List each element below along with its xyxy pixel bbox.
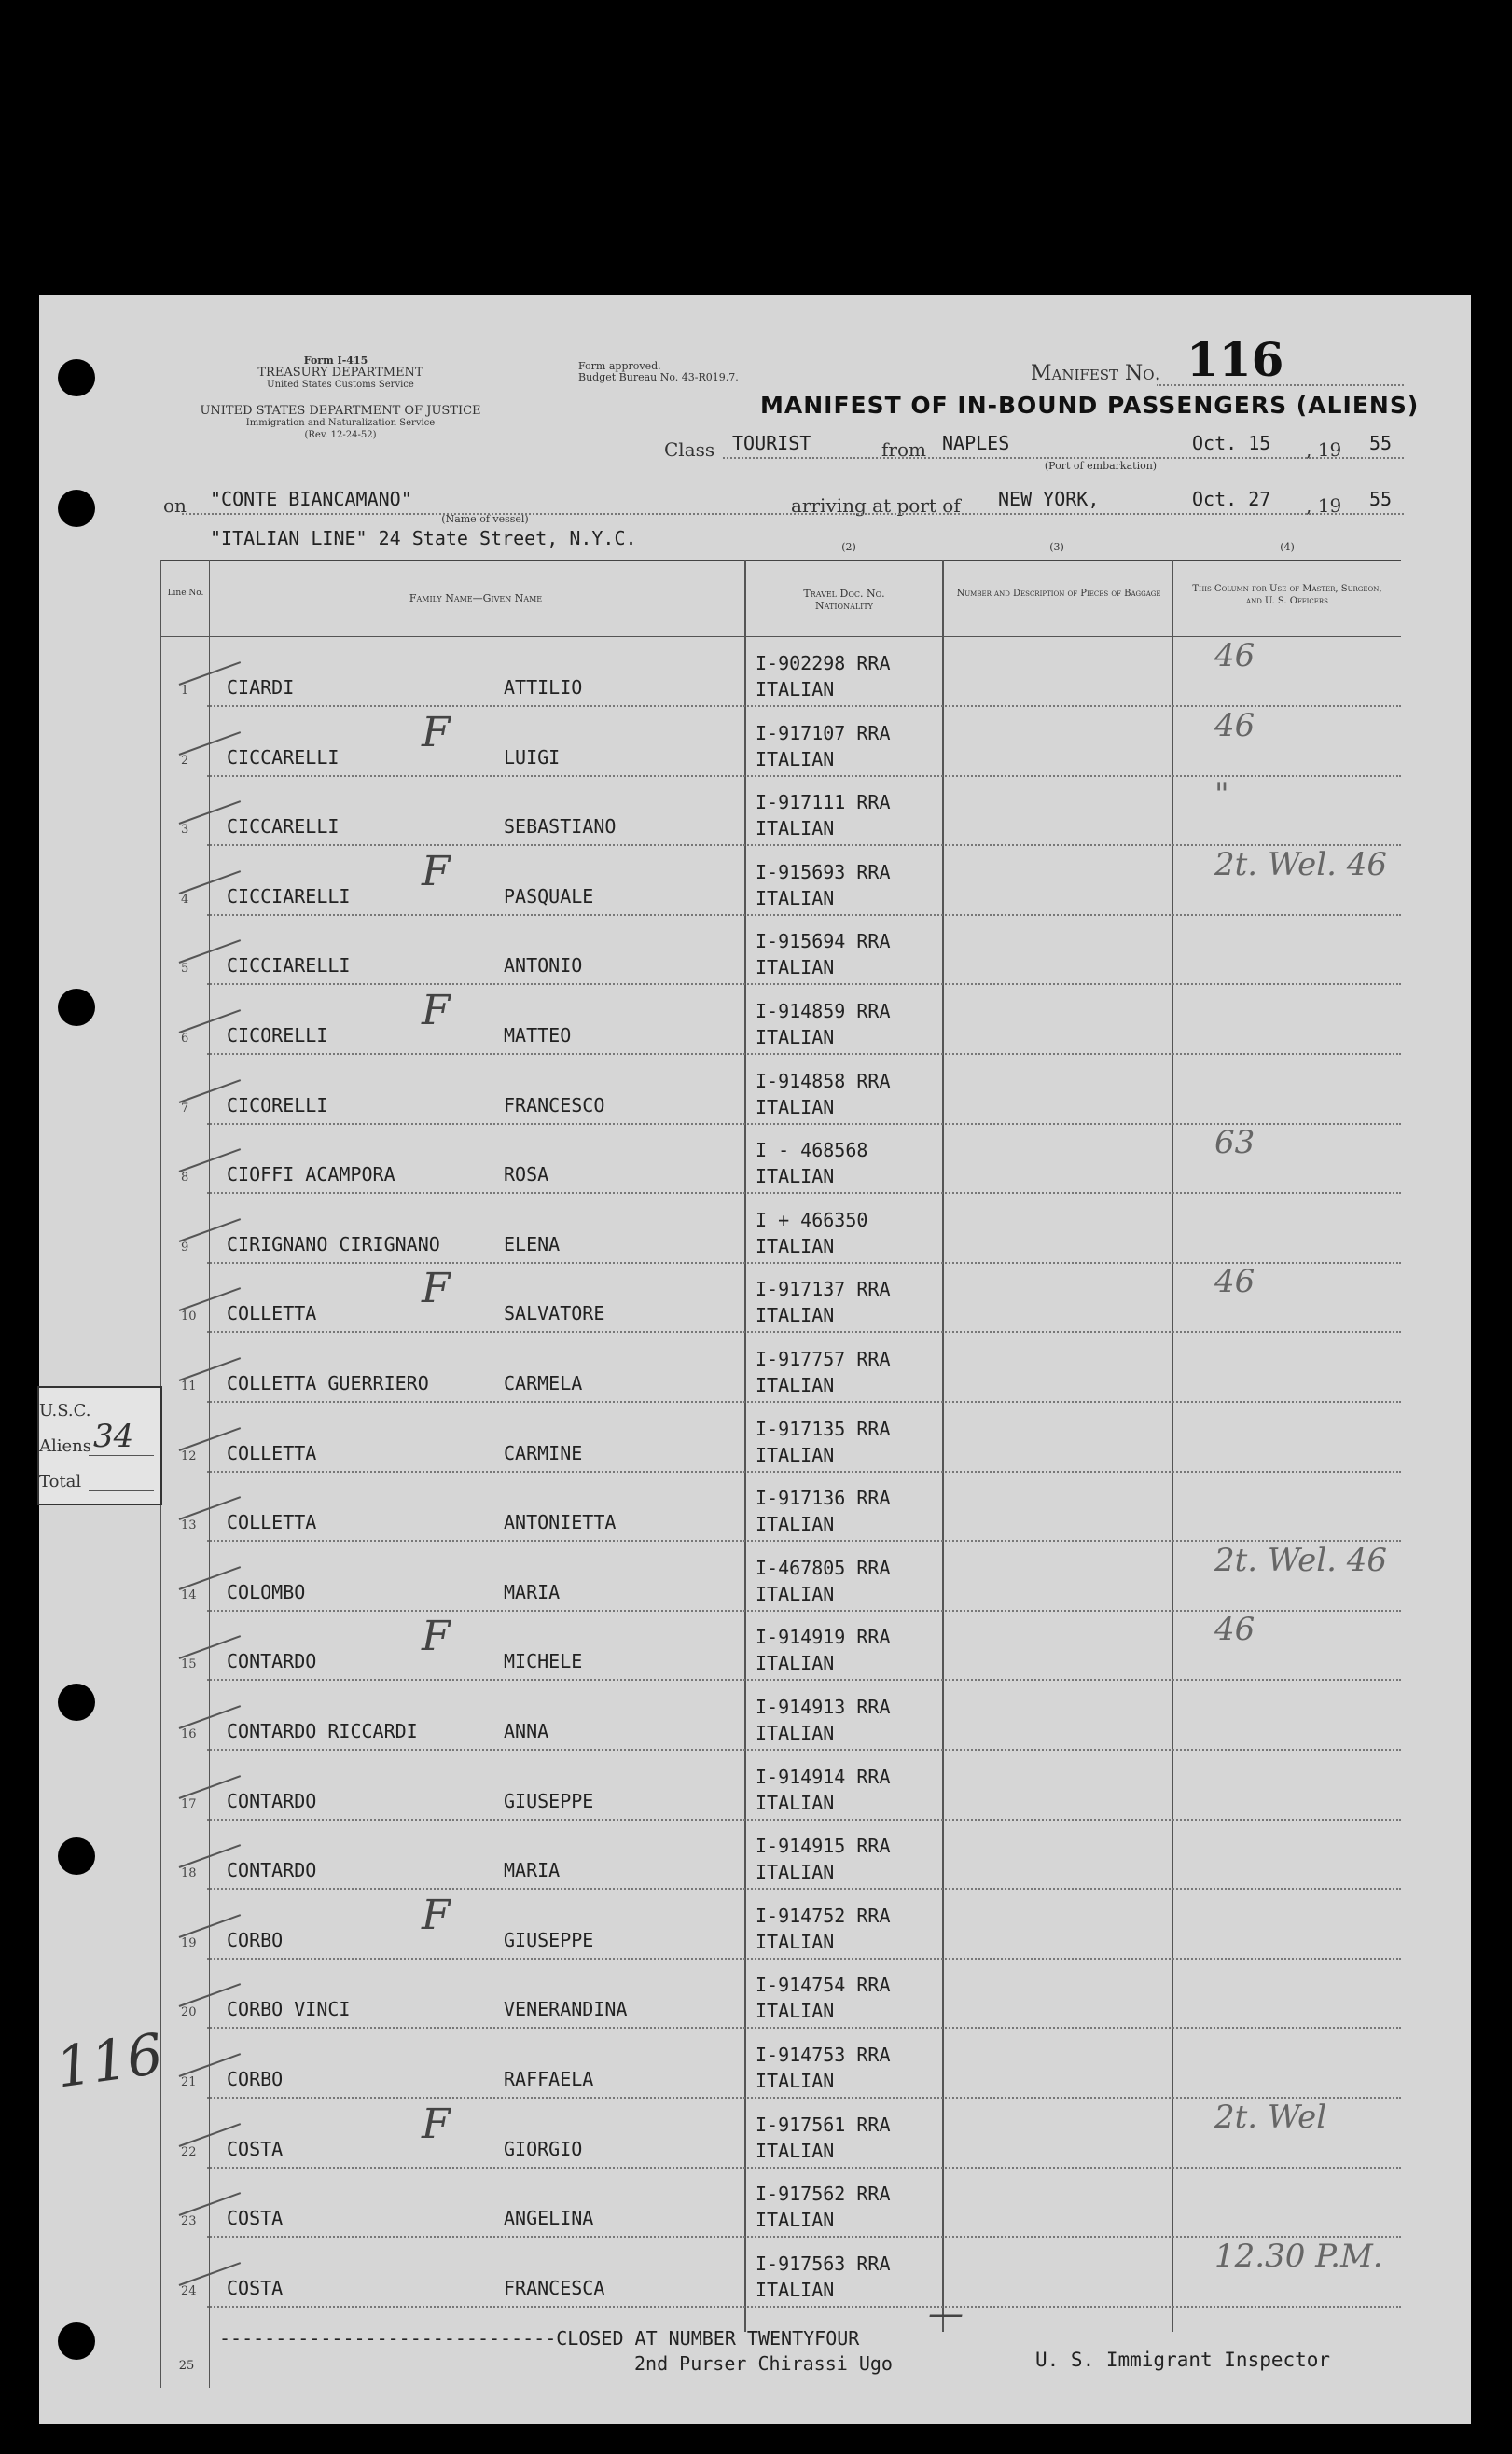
family-name: COLLETTA <box>227 1302 317 1325</box>
nationality: ITALIAN <box>756 1722 835 1744</box>
table-row <box>160 915 1401 984</box>
nationality: ITALIAN <box>756 1165 835 1188</box>
vessel-name: "CONTE BIANCAMANO" <box>210 488 412 510</box>
family-name: CICCARELLI <box>227 745 340 769</box>
manifest-label: Manifest No. <box>1031 362 1161 385</box>
departure-date: Oct. 15 <box>1192 432 1271 454</box>
line-number: 21 <box>181 2075 197 2089</box>
doc-number: I-915693 RRA <box>756 860 891 883</box>
given-name: FRANCESCO <box>504 1093 605 1116</box>
line-number: 12 <box>181 1449 197 1463</box>
doc-number: I-917757 RRA <box>756 1348 891 1370</box>
family-name: COLLETTA <box>227 1511 317 1534</box>
table-row <box>160 2099 1401 2168</box>
doc-number: I-914914 RRA <box>756 1765 891 1788</box>
inspector-signature: — <box>928 2293 964 2334</box>
line-number: 14 <box>181 1587 197 1602</box>
line-number: 9 <box>181 1240 189 1255</box>
nationality: ITALIAN <box>756 678 835 700</box>
family-name: CIARDI <box>227 676 295 699</box>
travel-doc <box>756 1207 867 1259</box>
travel-doc <box>756 650 891 702</box>
tally-aliens-count: 34 <box>93 1418 134 1455</box>
officer-mark: 46 <box>1214 1611 1255 1649</box>
table-row <box>160 1820 1401 1889</box>
nationality: ITALIAN <box>756 1861 835 1884</box>
ins-service: Immigration and Naturalization Service <box>245 418 436 428</box>
family-name: CICCIARELLI <box>227 954 351 977</box>
flag-mark: F <box>422 2100 451 2148</box>
flag-mark: F <box>422 1265 451 1313</box>
closed-text: ------------------------------CLOSED AT NUMBER TWENTYFOUR <box>219 2327 860 2350</box>
travel-doc <box>756 1694 891 1746</box>
given-name: RAFFAELA <box>504 2068 594 2090</box>
travel-doc <box>756 2181 891 2233</box>
nationality: ITALIAN <box>756 1513 835 1536</box>
line-number: 6 <box>181 1032 189 1046</box>
line-number: 4 <box>181 892 189 907</box>
punch-hole <box>58 359 95 396</box>
officer-mark: " <box>1214 776 1229 814</box>
doc-number: I-915694 RRA <box>756 930 891 953</box>
nationality: ITALIAN <box>756 1652 835 1675</box>
punch-hole <box>58 2322 95 2360</box>
family-name: CICCIARELLI <box>227 884 351 908</box>
margin-note: 116 <box>51 2021 167 2101</box>
family-name: CICORELLI <box>227 1024 328 1047</box>
table-row <box>160 1055 1401 1124</box>
from-value: NAPLES <box>942 432 1010 454</box>
doc-number: I-914754 RRA <box>756 1974 891 1997</box>
doc-number: I-917137 RRA <box>756 1278 891 1301</box>
given-name: ATTILIO <box>504 676 583 699</box>
embark-label: (Port of embarkation) <box>1044 460 1158 472</box>
travel-doc <box>756 1416 891 1468</box>
officer-mark: 46 <box>1214 1263 1255 1301</box>
officer-mark: 2t. Wel. 46 <box>1214 845 1387 883</box>
given-name: FRANCESCA <box>504 2276 605 2299</box>
given-name: ELENA <box>504 1232 561 1255</box>
officer-mark: 2t. Wel <box>1214 2098 1327 2136</box>
travel-doc <box>756 1346 891 1398</box>
line-number: 11 <box>181 1380 197 1393</box>
arrival-date: Oct. 27 <box>1192 488 1271 510</box>
travel-doc <box>756 720 891 772</box>
family-name: CONTARDO <box>227 1859 317 1882</box>
travel-doc <box>756 859 891 911</box>
travel-doc <box>756 2112 891 2164</box>
travel-doc <box>756 1903 891 1955</box>
manifest-title: MANIFEST OF IN-BOUND PASSENGERS (ALIENS) <box>760 392 1420 419</box>
nationality: ITALIAN <box>756 817 835 840</box>
table-row <box>160 1611 1401 1680</box>
arrival-year: 55 <box>1369 488 1393 510</box>
doc-number: I-917563 RRA <box>756 2252 891 2275</box>
table-row <box>160 707 1401 776</box>
family-name: COSTA <box>227 2276 284 2299</box>
line-address: "ITALIAN LINE" 24 State Street, N.Y.C. <box>210 527 637 549</box>
given-name: GIORGIO <box>504 2137 583 2160</box>
doc-number: I-917111 RRA <box>756 791 891 814</box>
punch-hole <box>58 490 95 527</box>
given-name: MATTEO <box>504 1024 572 1047</box>
nationality: ITALIAN <box>756 1791 835 1814</box>
family-name: COLOMBO <box>227 1580 306 1603</box>
line-number: 2 <box>181 753 189 768</box>
flag-mark: F <box>422 987 451 1034</box>
doc-number: I-914913 RRA <box>756 1696 891 1718</box>
given-name: ROSA <box>504 1163 549 1186</box>
table-row <box>160 1403 1401 1472</box>
table-row <box>160 1472 1401 1541</box>
table-row <box>160 1542 1401 1611</box>
flag-mark: F <box>422 1613 451 1661</box>
table-row <box>160 1124 1401 1193</box>
doc-number: I-917562 RRA <box>756 2183 891 2206</box>
officer-mark: 46 <box>1214 706 1255 744</box>
nationality: ITALIAN <box>756 2070 835 2092</box>
line-number: 24 <box>181 2283 197 2298</box>
treasury-dept: TREASURY DEPARTMENT <box>257 366 423 380</box>
table-row <box>160 985 1401 1054</box>
family-name: CONTARDO <box>227 1789 317 1812</box>
travel-doc <box>756 1972 891 2024</box>
family-name: COSTA <box>227 2137 284 2160</box>
arrival-port: NEW YORK, <box>998 488 1100 510</box>
doc-number: I-914919 RRA <box>756 1626 891 1649</box>
doc-number: I-467805 RRA <box>756 1556 891 1579</box>
closed-statement: CLOSED AT NUMBER TWENTYFOUR <box>556 2327 860 2350</box>
travel-doc <box>756 2042 891 2094</box>
officer-mark: 2t. Wel. 46 <box>1214 1541 1387 1579</box>
given-name: CARMINE <box>504 1441 583 1464</box>
nationality: ITALIAN <box>756 1930 835 1953</box>
line-number: 20 <box>181 2005 197 2020</box>
doc-number: I + 466350 <box>756 1208 868 1231</box>
punch-hole <box>58 1837 95 1875</box>
family-name: CICORELLI <box>227 1093 328 1116</box>
family-name: CORBO <box>227 2068 284 2090</box>
table-row <box>160 1890 1401 1959</box>
family-name: CORBO VINCI <box>227 1998 351 2021</box>
nationality: ITALIAN <box>756 2000 835 2023</box>
family-name: CORBO <box>227 1928 284 1951</box>
family-name: CONTARDO RICCARDI <box>227 1720 418 1742</box>
doc-number: I-914858 RRA <box>756 1069 891 1092</box>
nationality: ITALIAN <box>756 956 835 979</box>
manifest-number: 116 <box>1186 332 1284 387</box>
class-label: Class <box>664 438 715 461</box>
line-number: 1 <box>181 684 189 698</box>
doc-number: I-917561 RRA <box>756 2113 891 2136</box>
table-row <box>160 1681 1401 1750</box>
inspector-label: U. S. Immigrant Inspector <box>1035 2349 1331 2371</box>
travel-doc <box>756 1764 891 1816</box>
nationality: ITALIAN <box>756 886 835 909</box>
nationality: ITALIAN <box>756 2139 835 2162</box>
nationality: ITALIAN <box>756 2209 835 2232</box>
tally-total: Total <box>39 1472 82 1491</box>
travel-doc <box>756 1137 867 1189</box>
travel-doc <box>756 1485 891 1537</box>
arrival-year-prefix: , 19 <box>1306 494 1342 517</box>
punch-hole <box>58 989 95 1026</box>
budget-bureau: Budget Bureau No. 43-R019.7. <box>578 371 739 383</box>
line-number: 10 <box>181 1310 197 1324</box>
doc-number: I-914859 RRA <box>756 1000 891 1022</box>
officer-mark: 46 <box>1214 637 1255 674</box>
header-line-no: Line No. <box>167 589 204 598</box>
family-name: COLLETTA <box>227 1441 317 1464</box>
line-number: 18 <box>181 1866 197 1881</box>
given-name: MARIA <box>504 1580 561 1603</box>
nationality: ITALIAN <box>756 1234 835 1257</box>
table-row <box>160 1959 1401 2028</box>
nationality: ITALIAN <box>756 1095 835 1118</box>
arriving-label: arriving at port of <box>791 494 961 517</box>
table-row <box>160 776 1401 845</box>
table-row <box>160 1333 1401 1402</box>
given-name: ANGELINA <box>504 2207 594 2230</box>
officer-mark: 12.30 P.M. <box>1214 2237 1383 2275</box>
nationality: ITALIAN <box>756 2278 835 2301</box>
family-name: COLLETTA GUERRIERO <box>227 1372 429 1394</box>
on-label: on <box>163 494 187 517</box>
nationality: ITALIAN <box>756 1582 835 1605</box>
travel-doc <box>756 928 891 980</box>
line-number: 23 <box>181 2214 197 2229</box>
vessel-label: (Name of vessel) <box>441 513 529 525</box>
nationality: ITALIAN <box>756 1304 835 1327</box>
doc-number: I-914915 RRA <box>756 1835 891 1858</box>
given-name: CARMELA <box>504 1372 583 1394</box>
departure-year-prefix: , 19 <box>1306 438 1342 461</box>
line-number: 3 <box>181 823 189 838</box>
line-number: 22 <box>181 2144 197 2159</box>
flag-mark: F <box>422 1891 451 1939</box>
doc-number: I-914753 RRA <box>756 2044 891 2066</box>
given-name: PASQUALE <box>504 884 594 908</box>
line-25: 25 <box>178 2359 195 2373</box>
given-name: GIUSEPPE <box>504 1928 594 1951</box>
given-name: GIUSEPPE <box>504 1789 594 1812</box>
flag-mark: F <box>422 847 451 895</box>
doc-number: I-917135 RRA <box>756 1417 891 1440</box>
travel-doc <box>756 1555 891 1607</box>
travel-doc <box>756 1624 891 1676</box>
line-number: 17 <box>181 1796 197 1811</box>
table-row <box>160 846 1401 915</box>
table-row <box>160 1263 1401 1332</box>
travel-doc <box>756 789 891 841</box>
col-num-4: (4) <box>1280 541 1295 553</box>
doc-number: I-917136 RRA <box>756 1487 891 1510</box>
officer-mark: 63 <box>1214 1124 1255 1162</box>
col-num-2: (2) <box>841 541 856 553</box>
given-name: SEBASTIANO <box>504 815 617 839</box>
family-name: CICCARELLI <box>227 815 340 839</box>
nationality: ITALIAN <box>756 747 835 770</box>
given-name: MARIA <box>504 1859 561 1882</box>
given-name: ANNA <box>504 1720 549 1742</box>
form-number: Form I-415 <box>303 354 368 367</box>
family-name: COSTA <box>227 2207 284 2230</box>
nationality: ITALIAN <box>756 1026 835 1048</box>
family-name: CONTARDO <box>227 1650 317 1673</box>
justice-dept: UNITED STATES DEPARTMENT OF JUSTICE <box>200 404 481 418</box>
header-name: Family Name—Given Name <box>409 592 543 604</box>
doc-number: I-914752 RRA <box>756 1904 891 1927</box>
departure-year: 55 <box>1369 432 1393 454</box>
table-row <box>160 2029 1401 2098</box>
from-label: from <box>881 438 926 461</box>
table-row <box>160 1194 1401 1263</box>
travel-doc <box>756 1833 891 1885</box>
given-name: MICHELE <box>504 1650 583 1673</box>
punch-hole <box>58 1684 95 1721</box>
class-value: TOURIST <box>732 432 811 454</box>
table-row <box>160 1751 1401 1820</box>
line-number: 19 <box>181 1935 197 1950</box>
doc-number: I - 468568 <box>756 1139 868 1162</box>
family-name: CIOFFI ACAMPORA <box>227 1163 395 1186</box>
line-number: 13 <box>181 1518 197 1533</box>
nationality: ITALIAN <box>756 1443 835 1466</box>
line-number: 16 <box>181 1727 197 1741</box>
header-travel-doc: Travel Doc. No. Nationality <box>803 588 885 612</box>
tally-usc: U.S.C. <box>39 1401 91 1421</box>
doc-number: I-917107 RRA <box>756 721 891 744</box>
table-row <box>160 2168 1401 2237</box>
family-name: CIRIGNANO CIRIGNANO <box>227 1232 440 1255</box>
line-number: 7 <box>181 1101 189 1116</box>
header-officers: This Column for Use of Master, Surgeon, and U. S. Officers <box>1192 584 1382 606</box>
travel-doc <box>756 1276 891 1328</box>
travel-doc <box>756 1068 891 1120</box>
header-baggage: Number and Description of Pieces of Baggage <box>956 589 1161 599</box>
tally-aliens: Aliens <box>39 1436 91 1456</box>
customs-service: United States Customs Service <box>267 380 414 390</box>
travel-doc <box>756 998 891 1050</box>
table-row <box>160 2238 1401 2307</box>
given-name: VENERANDINA <box>504 1998 628 2021</box>
form-approved: Form approved. <box>578 360 661 372</box>
travel-doc <box>756 2251 891 2303</box>
doc-number: I-902298 RRA <box>756 652 891 674</box>
given-name: ANTONIO <box>504 954 583 977</box>
given-name: ANTONIETTA <box>504 1511 617 1534</box>
line-number: 15 <box>181 1657 197 1672</box>
line-number: 8 <box>181 1171 189 1185</box>
revision: (Rev. 12-24-52) <box>304 430 377 440</box>
purser-name: 2nd Purser Chirassi Ugo <box>634 2352 893 2375</box>
line-number: 5 <box>181 962 189 977</box>
table-row <box>160 637 1401 706</box>
given-name: SALVATORE <box>504 1302 605 1325</box>
col-num-3: (3) <box>1049 541 1064 553</box>
flag-mark: F <box>422 708 451 756</box>
given-name: LUIGI <box>504 745 561 769</box>
nationality: ITALIAN <box>756 1374 835 1396</box>
